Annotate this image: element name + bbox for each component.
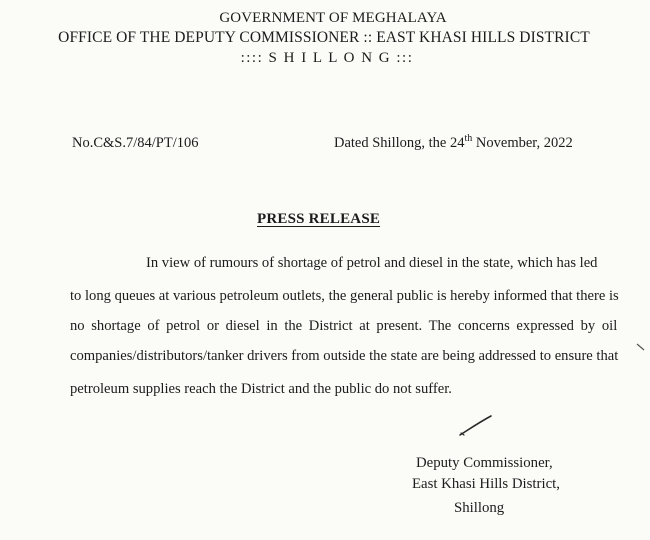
- scan-mark-icon: [636, 342, 646, 352]
- body-line-5: petroleum supplies reach the District and the public do not suffer.: [70, 381, 452, 397]
- body-line-3: no shortage of petrol or diesel in the District at present. The concerns expressed by oil: [70, 318, 618, 334]
- signature-designation: Deputy Commissioner,: [416, 455, 553, 471]
- header-office: OFFICE OF THE DEPUTY COMMISSIONER :: EAST KHASI HILLS DISTRICT: [58, 29, 590, 46]
- reference-number: No.C&S.7/84/PT/106: [72, 135, 199, 151]
- document-title: PRESS RELEASE: [257, 211, 381, 227]
- signature-city: Shillong: [454, 500, 505, 516]
- header-government: GOVERNMENT OF MEGHALAYA: [219, 10, 447, 26]
- body-line-1: In view of rumours of shortage of petrol and diesel in the state, which has led: [146, 255, 598, 271]
- body-line-4: companies/distributors/tanker drivers from outside the state are being addressed to ensure that: [70, 348, 619, 364]
- signature-stroke-icon: [458, 414, 494, 438]
- dated-line: [334, 134, 573, 152]
- body-line-2: to long queues at various petroleum outlets, the general public is hereby informed that there is: [70, 288, 619, 304]
- header-city: :::: S H I L L O N G :::: [240, 50, 414, 66]
- dated-prefix: Dated Shillong, the 24: [334, 135, 465, 151]
- dated-superscript: th: [464, 133, 473, 145]
- signature-district: East Khasi Hills District,: [412, 476, 560, 492]
- dated-suffix: November, 2022: [472, 135, 573, 151]
